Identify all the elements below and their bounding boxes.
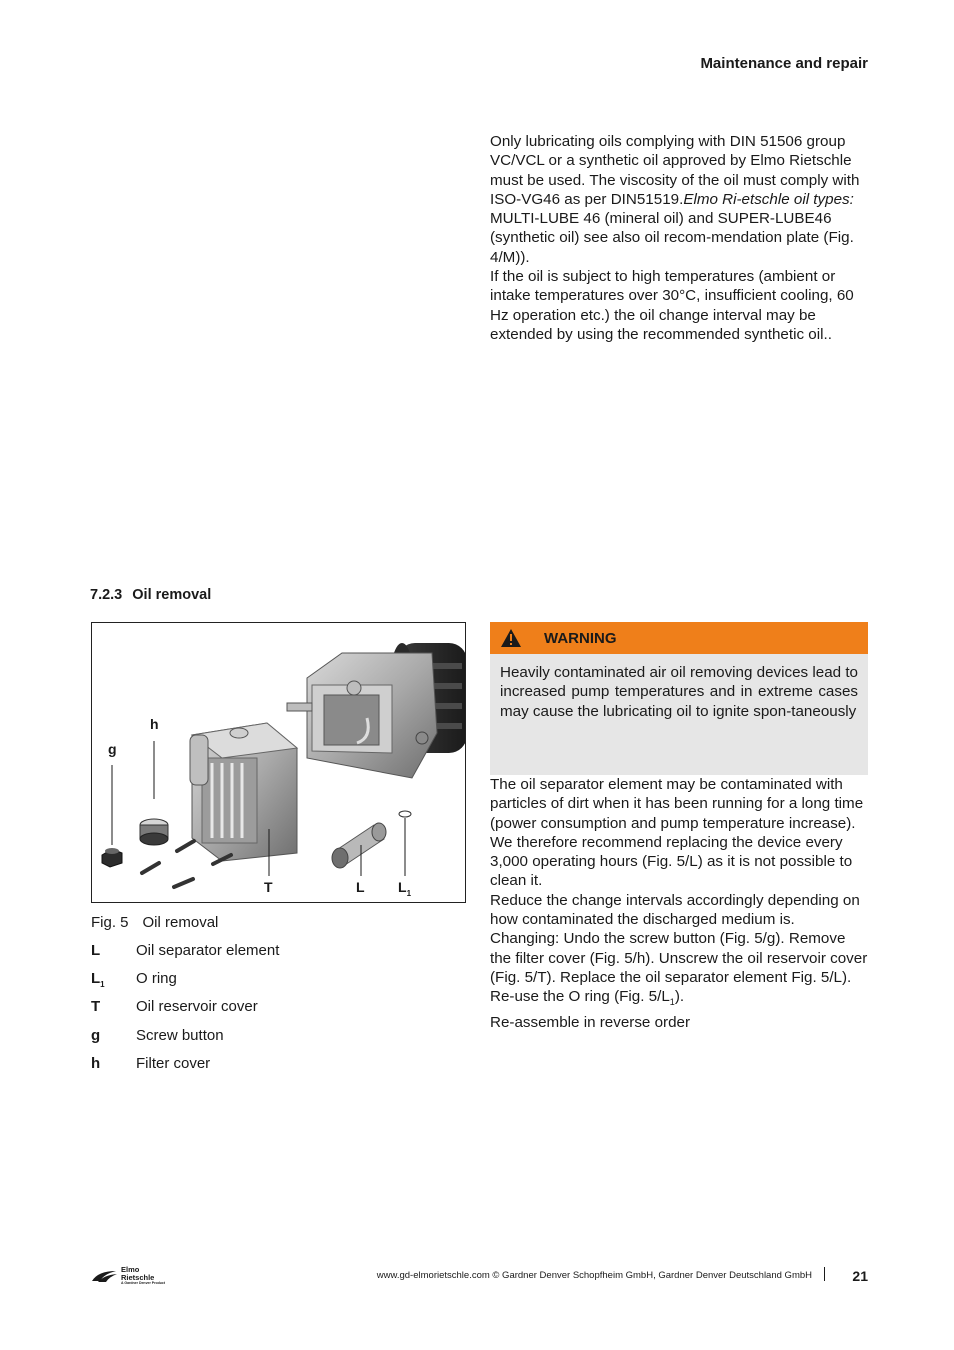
- legend-key-sub: 1: [100, 980, 105, 990]
- legend-label: Oil separator element: [136, 942, 280, 959]
- warning-triangle-icon: [500, 628, 530, 648]
- screw-button: [102, 848, 122, 867]
- legend-key: [91, 1055, 136, 1083]
- legend-label: Oil reservoir cover: [136, 998, 258, 1016]
- pump-housing: [287, 653, 437, 778]
- logo-tagline: A Gardner Denver Product: [121, 1281, 166, 1285]
- footer-logo: [90, 1266, 165, 1286]
- legend-row: [91, 1055, 279, 1083]
- warning-box: [490, 622, 868, 775]
- page-number: 21: [852, 1268, 868, 1284]
- intro-italic: Elmo Ri-etschle oil types:: [683, 190, 854, 208]
- intro-text-part: Only lubricating oils complying with DIN 51506 group VC/VCL or a synthetic oil approved by Elmo Rietschle must be used. The viscosity of the oil must comply with ISO-VG46 as per DIN51519.: [490, 133, 860, 208]
- legend-row: [91, 1027, 279, 1055]
- footer-copyright-text: © Gardner Denver Schopfheim GmbH, Gardner Denver Deutschland GmbH: [489, 1270, 812, 1281]
- logo-line-1: Elmo: [121, 1265, 140, 1274]
- legend-row: [91, 942, 279, 970]
- body-paragraph-4: Re-assemble in reverse order: [490, 1013, 691, 1031]
- legend-label: O ring: [136, 970, 177, 988]
- elmo-rietschle-logo-icon: [90, 1269, 118, 1283]
- body-text-part: Changing: Undo the screw button (Fig. 5/g). Remove the filter cover (Fig. 5/h). Unscrew the oil reservoir cover (Fig. 5/T). Replace the oil separator element Fig. 5/L). Re-use the O ring (Fig. 5/L: [490, 930, 868, 1006]
- body-paragraph-3: [490, 929, 870, 1012]
- intro-paragraph-2: If the oil is subject to high temperatures (ambient or intake temperatures over 30°C, insufficient cooling, 60 Hz operation etc.) the oil change interval may be extended by using the recommended synthetic oil..: [490, 268, 854, 343]
- legend-key-letter: g: [91, 1026, 101, 1044]
- logo-text: [121, 1266, 165, 1286]
- body-paragraph-1: The oil separator element may be contaminated with particles of dirt when it has been running for a long time (power consumption and pump temperature increase). We therefore recommend replacing the device every 3,000 operating hours (Fig. 5/L) as it is not possible to clean it.: [490, 776, 864, 890]
- warning-header: [490, 622, 868, 654]
- legend-key-letter: h: [91, 1054, 101, 1072]
- body-text-sub: 1: [669, 997, 675, 1008]
- oil-reservoir-cover: [190, 723, 297, 861]
- fig-label-L1: [398, 879, 411, 898]
- legend-key: [91, 1027, 136, 1055]
- intro-paragraph-1: [490, 132, 870, 267]
- intro-text-part: MULTI-LUBE 46 (mineral oil) and SUPER-LUBE46 (synthetic oil) see also oil recom-mendation plate (Fig. 4/M)).: [490, 210, 854, 266]
- body-text: [490, 775, 870, 1032]
- legend-label: Screw button: [136, 1026, 224, 1044]
- exploded-pump-illustration: [92, 623, 466, 903]
- body-paragraph-2: Reduce the change intervals accordingly depending on how contaminated the discharged medium is.: [490, 891, 860, 929]
- fig-label-L1-base: L: [398, 879, 407, 895]
- footer-copyright: [377, 1270, 812, 1281]
- body-text-part: ).: [674, 988, 685, 1006]
- legend-row: [91, 970, 279, 998]
- legend-key: [91, 998, 136, 1026]
- footer-divider: [824, 1267, 825, 1281]
- figure-title: Oil removal: [142, 914, 219, 931]
- warning-title: WARNING: [544, 629, 617, 647]
- figure-number: Fig. 5: [91, 914, 129, 931]
- section-number: 7.2.3: [90, 587, 123, 603]
- logo-line-2: Rietschle: [121, 1272, 155, 1282]
- legend-label: Filter cover: [136, 1054, 211, 1072]
- legend-key-letter: L: [91, 970, 101, 988]
- filter-cover: [140, 819, 168, 845]
- fig-label-h: h: [150, 716, 159, 732]
- running-header: Maintenance and repair: [700, 55, 868, 72]
- legend-row: [91, 998, 279, 1026]
- legend-key-letter: L: [91, 942, 101, 959]
- intro-text: [490, 132, 870, 344]
- fig-label-T: T: [264, 879, 273, 895]
- section-heading: [90, 587, 211, 603]
- fig-label-L1-sub: 1: [406, 888, 412, 898]
- o-ring: [399, 811, 411, 817]
- figure-legend: [91, 942, 279, 1083]
- figure-oil-removal: [91, 622, 466, 903]
- fig-label-L: L: [356, 879, 365, 895]
- oil-separator-element: [332, 823, 386, 868]
- fig-label-g: g: [108, 741, 117, 757]
- footer-url[interactable]: www.gd-elmorietschle.com: [376, 1270, 490, 1281]
- legend-key: [91, 970, 136, 998]
- legend-key-letter: T: [91, 998, 101, 1016]
- warning-text: Heavily contaminated air oil removing devices lead to increased pump temperatures and in extreme cases may cause the lubricating oil to ignite spon-taneously: [490, 654, 868, 775]
- figure-caption: [91, 914, 218, 931]
- legend-key: [91, 942, 136, 970]
- section-title: Oil removal: [132, 587, 212, 603]
